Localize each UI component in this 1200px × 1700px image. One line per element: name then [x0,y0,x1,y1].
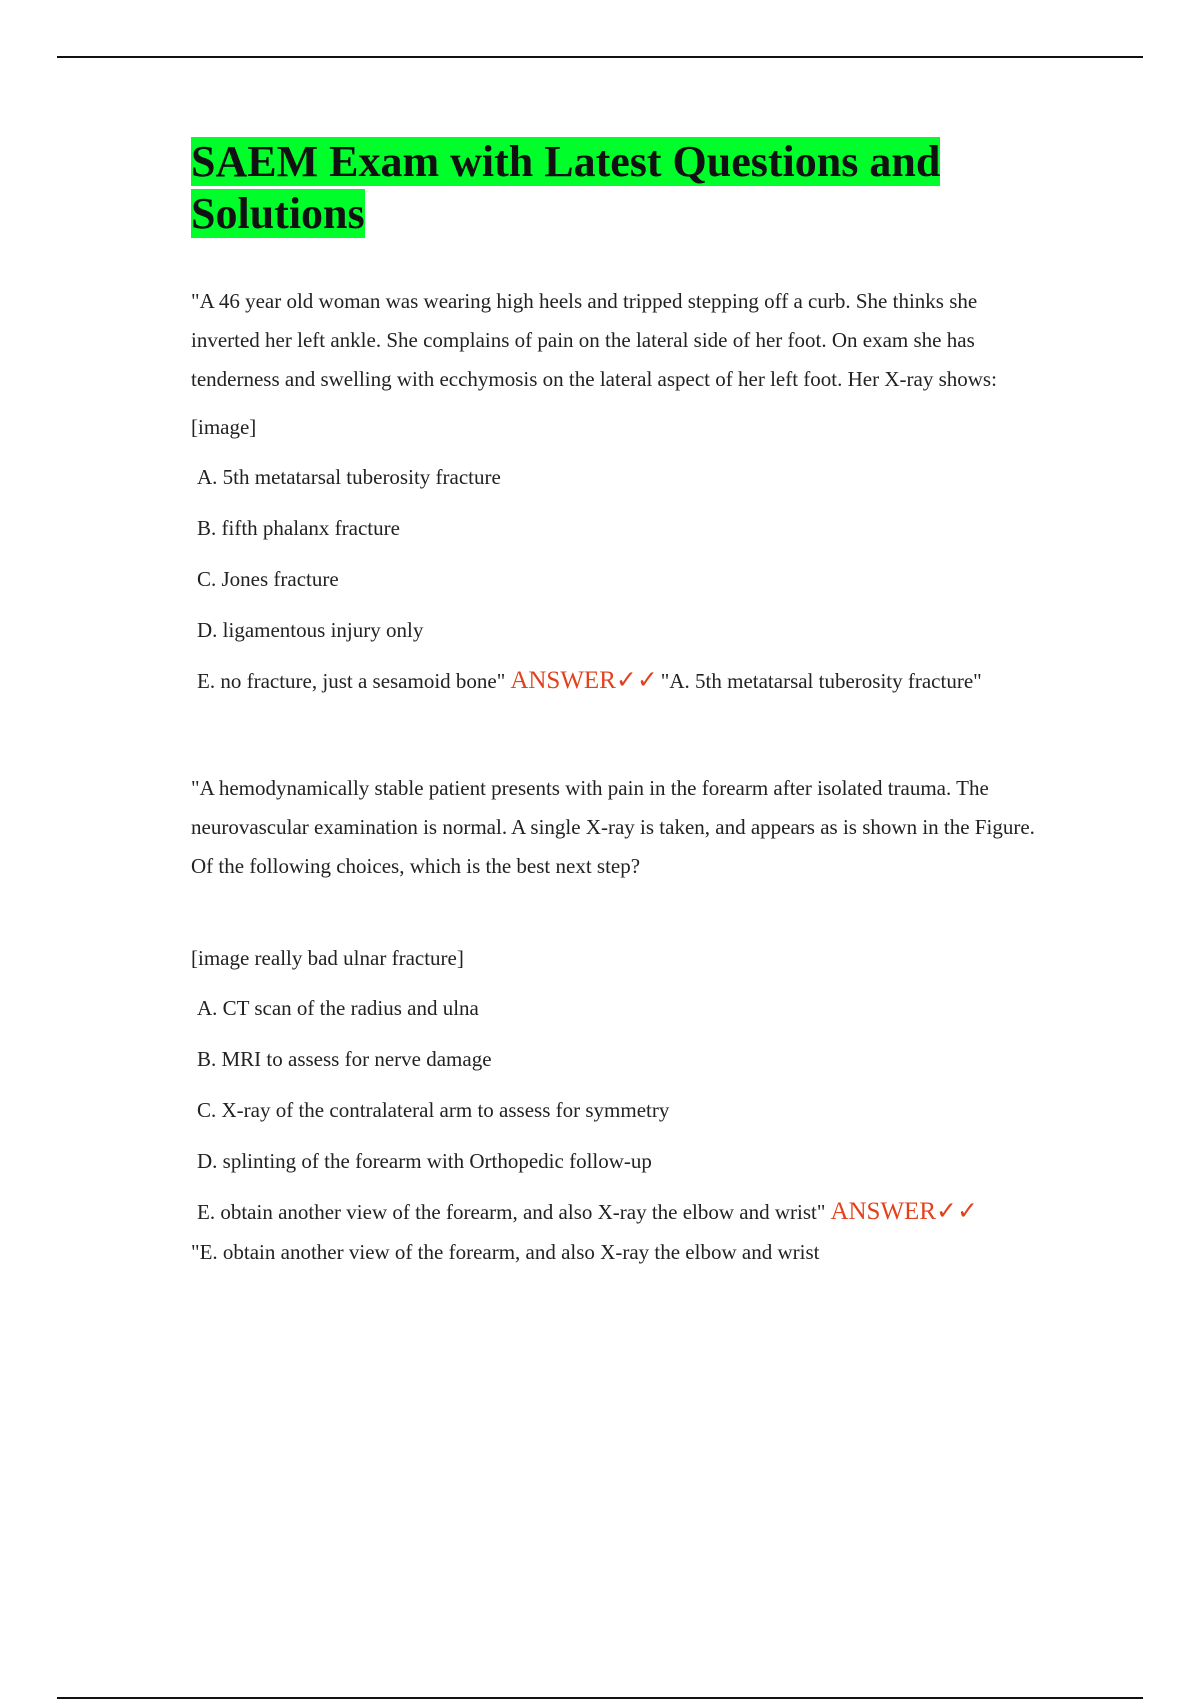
option-b: B. fifth phalanx fracture [197,516,400,540]
document-body [191,136,1051,1266]
option-c: C. Jones fracture [197,567,339,591]
top-rule [57,56,1143,58]
answer-text: "A. 5th metatarsal tuberosity fracture" [660,669,982,693]
answer-text: "E. obtain another view of the forearm, and also X-ray the elbow and wrist [191,1240,820,1264]
option-a: A. CT scan of the radius and ulna [197,996,479,1020]
option-a: A. 5th metatarsal tuberosity fracture [197,465,501,489]
image-placeholder: [image] [191,415,257,439]
image-placeholder: [image really bad ulnar fracture] [191,946,464,970]
question-1 [191,282,1051,695]
option-e: E. obtain another view of the forearm, and also X-ray the elbow and wrist" [197,1200,826,1224]
title-highlight: SAEM Exam with Latest Questions and Solutions [191,137,941,238]
answer-label: ANSWER✓✓ [510,667,658,694]
answer-label: ANSWER✓✓ [830,1198,978,1225]
option-list [191,463,1051,695]
option-e: E. no fracture, just a sesamoid bone" [197,669,506,693]
option-list [191,994,1051,1226]
question-stem: "A 46 year old woman was wearing high heels and tripped stepping off a curb. She thinks she inverted her left ankle. She complains of pain on the lateral side of her foot. On exam she has tenderness and swelling with ecchymosis on the lateral aspect of her left foot. Her X-ray shows: [191,289,997,391]
document-title [191,136,1051,240]
option-d: D. ligamentous injury only [197,618,424,642]
option-e-with-answer [197,667,1051,695]
option-c: C. X-ray of the contralateral arm to assess for symmetry [197,1098,670,1122]
option-b: B. MRI to assess for nerve damage [197,1047,492,1071]
bottom-rule [57,1697,1143,1699]
option-e-with-answer [197,1198,1051,1226]
question-2 [191,769,1051,1266]
question-stem: "A hemodynamically stable patient presents with pain in the forearm after isolated trauma. The neurovascular examination is normal. A single X-ray is taken, and appears as is shown in the Figure. Of the following choices, which is the best next step? [191,776,1035,878]
option-d: D. splinting of the forearm with Orthopedic follow-up [197,1149,652,1173]
